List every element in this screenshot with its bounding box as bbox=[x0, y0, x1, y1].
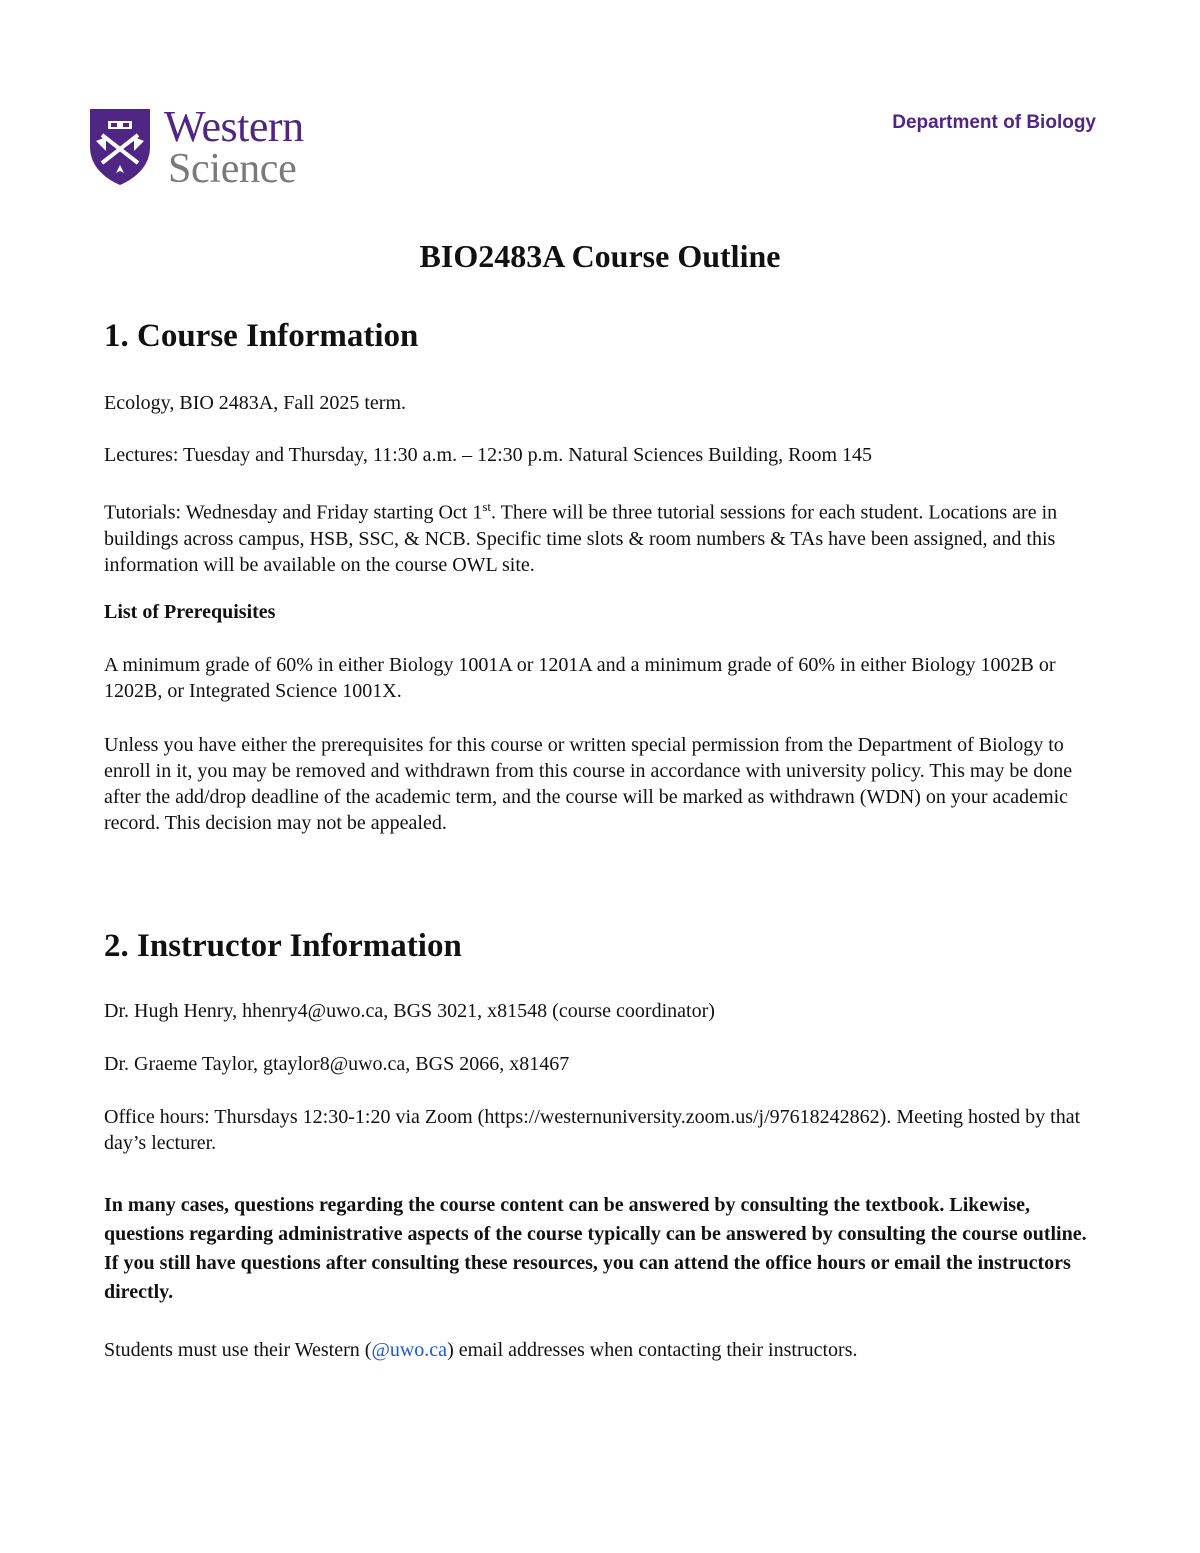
section-heading-course-information: 1. Course Information bbox=[104, 318, 419, 354]
office-hours: Office hours: Thursdays 12:30-1:20 via Zoom (https://westernuniversity.zoom.us/j/97618242862). Meeting hosted by that day’s lecturer. bbox=[104, 1106, 1081, 1154]
prerequisites-warning: Unless you have either the prerequisites for this course or written special permission from the Department of Biology to enroll in it, you may be removed and withdrawn from this course in accordance with university policy. This may be done after the add/drop deadline of the academic term, and the course will be marked as withdrawn (WDN) on your academic record. This decision may not be appealed. bbox=[104, 734, 1073, 834]
instructor-1: Dr. Hugh Henry, hhenry4@uwo.ca, BGS 3021, x81548 (course coordinator) bbox=[104, 1000, 715, 1022]
tutorials-text-start: Tutorials: Wednesday and Friday starting Oct 1 bbox=[104, 501, 483, 524]
logo-word-western: Western bbox=[164, 102, 304, 151]
email-policy-end: ) email addresses when contacting their instructors. bbox=[447, 1339, 858, 1361]
prerequisites-heading: List of Prerequisites bbox=[104, 601, 276, 623]
uwo-email-link[interactable]: @uwo.ca bbox=[371, 1339, 448, 1361]
instructor-2: Dr. Graeme Taylor, gtaylor8@uwo.ca, BGS 2066, x81467 bbox=[104, 1053, 570, 1075]
contact-notice: In many cases, questions regarding the course content can be answered by consulting the textbook. Likewise, questions regarding administrative aspects of the course typically can be answered by consulting the course outline. If you still have questions after consulting these resources, you can attend the office hours or email the instructors directly. bbox=[104, 1194, 1087, 1303]
document-title: BIO2483A Course Outline bbox=[419, 238, 781, 274]
logo-word-science: Science bbox=[168, 146, 297, 192]
western-science-logo bbox=[88, 102, 338, 193]
email-policy-start: Students must use their Western ( bbox=[104, 1339, 372, 1361]
tutorials-paragraph bbox=[104, 494, 1104, 578]
department-label: Department of Biology bbox=[892, 112, 1096, 133]
lectures-line: Lectures: Tuesday and Thursday, 11:30 a.m. – 12:30 p.m. Natural Sciences Building, Room 145 bbox=[104, 444, 873, 466]
western-crest-icon bbox=[88, 107, 152, 187]
section-heading-instructor-information: 2. Instructor Information bbox=[104, 928, 462, 964]
prerequisites-text: A minimum grade of 60% in either Biology 1001A or 1201A and a minimum grade of 60% in either Biology 1002B or 1202B, or Integrated Science 1001X. bbox=[104, 654, 1056, 702]
tutorials-superscript: st bbox=[482, 499, 492, 514]
tutorials-text-end: . There will be three tutorial sessions for each student. Locations are in buildings across campus, HSB, SSC, & NCB. Specific time slots & room numbers & TAs have been assigned, and this information will be available on the course OWL site. bbox=[104, 501, 1058, 576]
email-policy bbox=[104, 1337, 1104, 1363]
course-line: Ecology, BIO 2483A, Fall 2025 term. bbox=[104, 392, 407, 414]
